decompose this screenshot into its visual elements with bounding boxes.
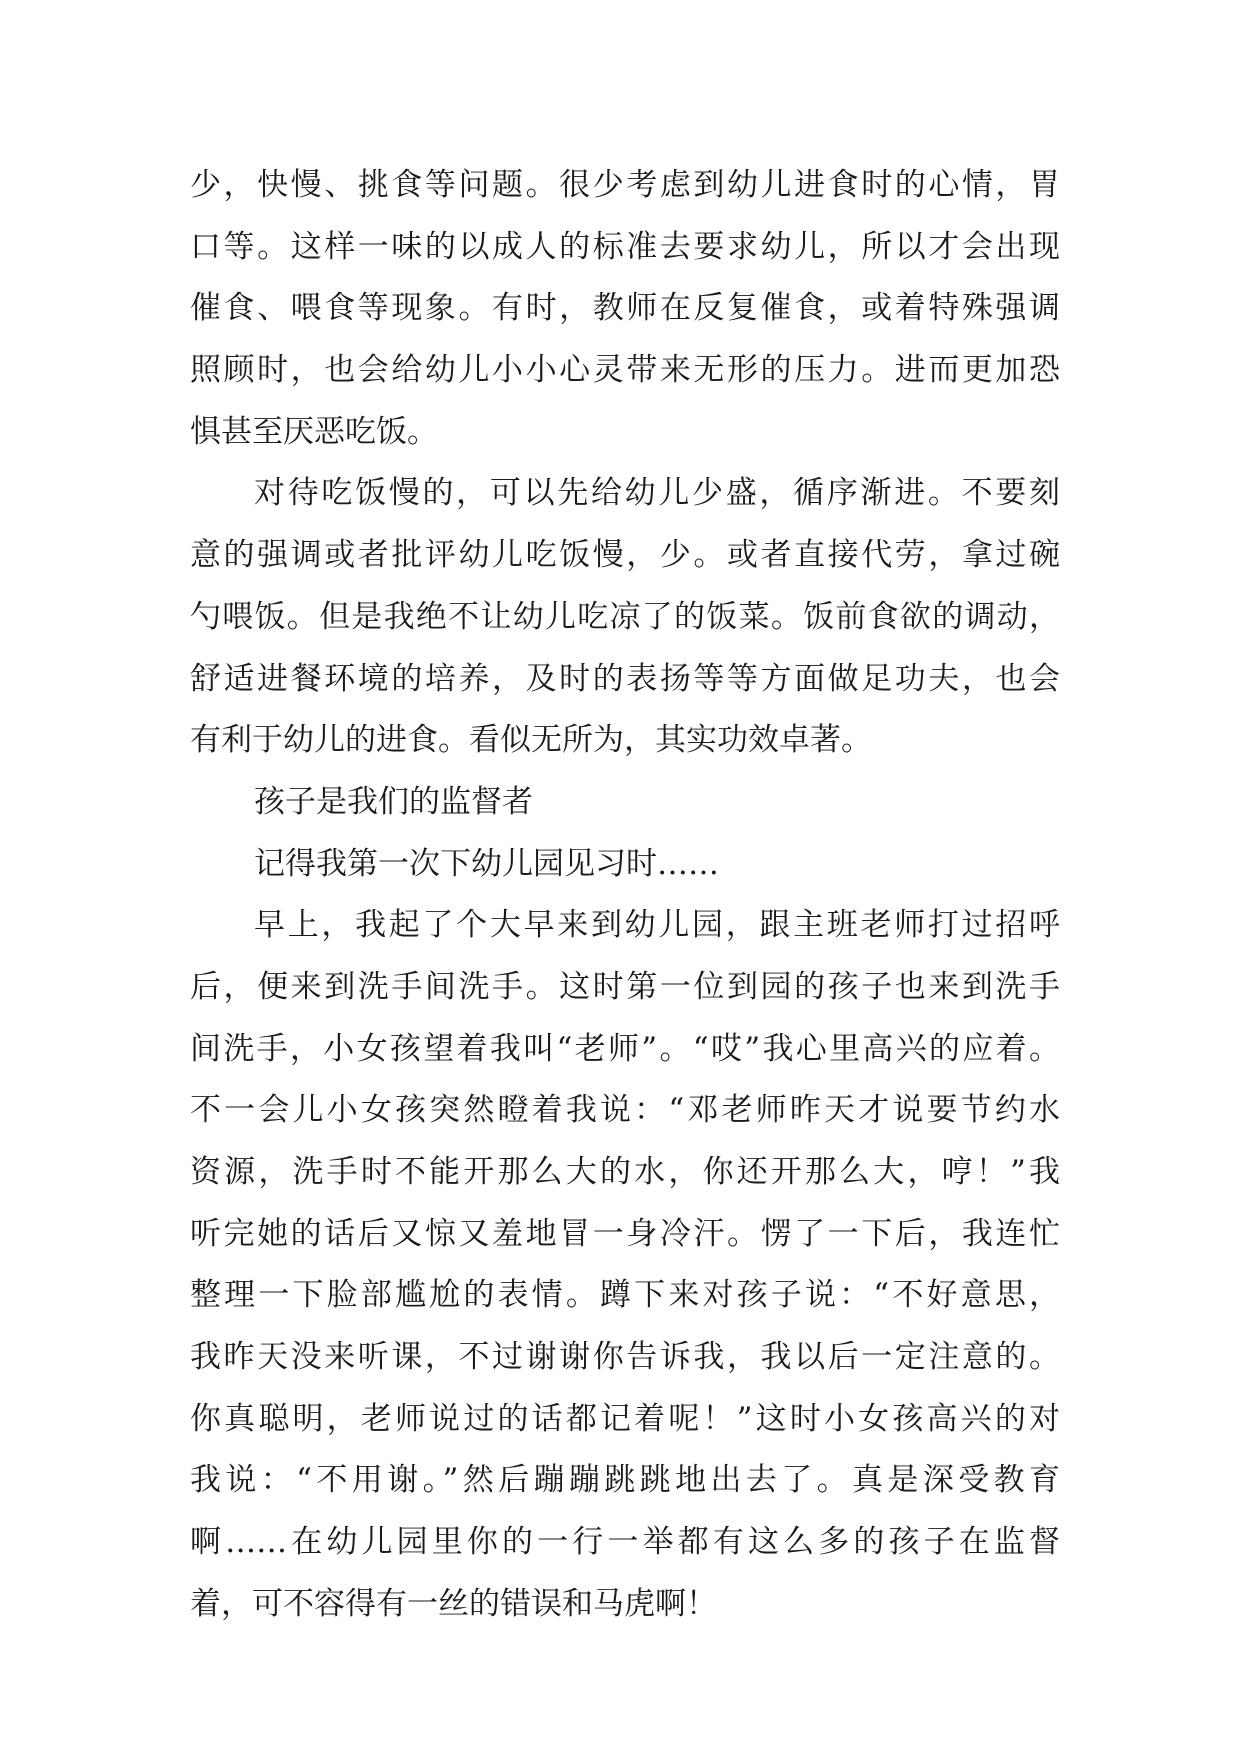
section-heading: 孩子是我们的监督者	[254, 783, 533, 820]
text-line: 勺喂饭。但是我绝不让幼儿吃凉了的饭菜。饭前食欲的调动，	[190, 598, 1060, 635]
paragraph-first-line: 对待吃饭慢的，可以先给幼儿少盛，循序渐进。不要刻	[254, 475, 1060, 512]
text-line: 资源，洗手时不能开那么大的水，你还开那么大，哼！”我	[190, 1154, 1060, 1190]
text-line: 我说：“不用谢。”然后蹦蹦跳跳地出去了。真是深受教育	[190, 1462, 1060, 1499]
text-line: 催食、喂食等现象。有时，教师在反复催食，或着特殊强调	[190, 290, 1060, 327]
text-line: 口等。这样一味的以成人的标准去要求幼儿，所以才会出现	[190, 228, 1060, 265]
text-line: 照顾时，也会给幼儿小小心灵带来无形的压力。进而更加恐	[190, 352, 1060, 389]
document-body	[190, 155, 1060, 1636]
text-line: 我昨天没来听课，不过谢谢你告诉我，我以后一定注意的。	[190, 1339, 1060, 1376]
paragraph-first-line: 记得我第一次下幼儿园见习时……	[254, 845, 719, 882]
text-line: 舒适进餐环境的培养，及时的表扬等等方面做足功夫，也会	[190, 660, 1060, 697]
text-line: 听完她的话后又惊又羞地冒一身冷汗。愣了一下后，我连忙	[190, 1215, 1060, 1252]
text-line: 后，便来到洗手间洗手。这时第一位到园的孩子也来到洗手	[190, 968, 1060, 1005]
text-line: 着，可不容得有一丝的错误和马虎啊！	[190, 1585, 717, 1622]
paragraph-first-line: 早上，我起了个大早来到幼儿园，跟主班老师打过招呼	[254, 907, 1060, 944]
text-line: 啊……在幼儿园里你的一行一举都有这么多的孩子在监督	[190, 1524, 1060, 1561]
text-line: 有利于幼儿的进食。看似无所为，其实功效卓著。	[190, 722, 872, 759]
text-line: 间洗手，小女孩望着我叫“老师”。“哎”我心里高兴的应着。	[190, 1030, 1060, 1067]
text-line: 整理一下脸部尴尬的表情。蹲下来对孩子说：“不好意思，	[190, 1277, 1060, 1314]
text-line: 意的强调或者批评幼儿吃饭慢，少。或者直接代劳，拿过碗	[190, 537, 1060, 574]
text-line: 不一会儿小女孩突然瞪着我说：“邓老师昨天才说要节约水	[190, 1092, 1060, 1129]
text-line: 少，快慢、挑食等问题。很少考虑到幼儿进食时的心情，胃	[190, 167, 1060, 203]
text-line: 惧甚至厌恶吃饭。	[190, 413, 438, 450]
text-line: 你真聪明，老师说过的话都记着呢！”这时小女孩高兴的对	[190, 1400, 1060, 1437]
